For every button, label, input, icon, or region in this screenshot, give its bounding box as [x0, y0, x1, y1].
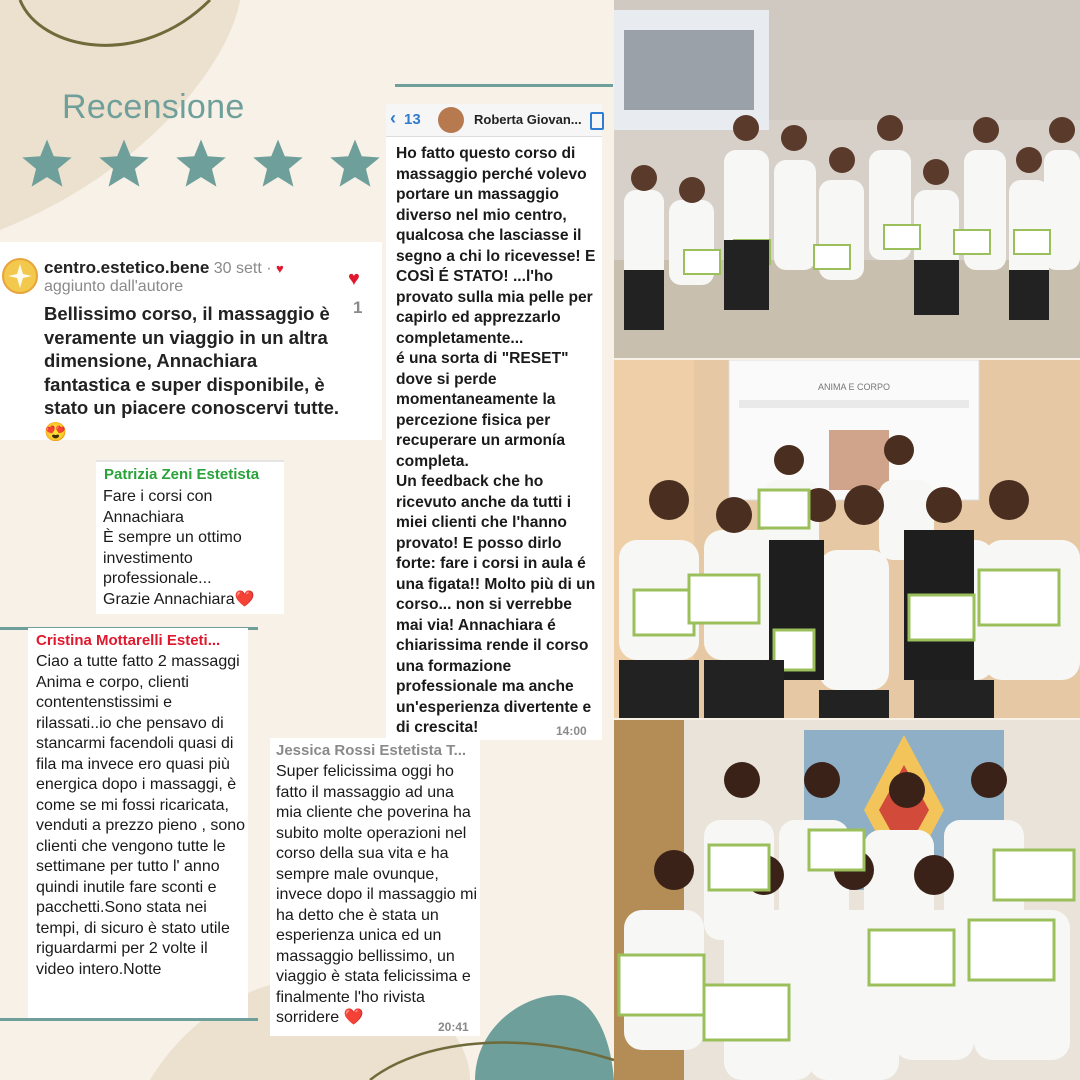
- cristina-message: [28, 628, 248, 1018]
- instagram-comment-card: [0, 242, 382, 440]
- comment-username[interactable]: centro.estetico.bene: [44, 258, 210, 277]
- patrizia-message: [96, 460, 284, 614]
- star-icon: [95, 136, 153, 192]
- heart-icon[interactable]: ♥: [348, 268, 360, 290]
- comment-date: 30 sett: [213, 260, 262, 277]
- comment-subtitle: aggiunto dall'autore: [44, 278, 184, 295]
- heart-small-icon: ♥: [276, 261, 284, 276]
- message-time: 14:00: [556, 724, 587, 738]
- message-sender: Cristina Mottarelli Esteti...: [36, 632, 221, 649]
- rating-stars: [18, 136, 384, 192]
- back-button[interactable]: ‹: [390, 108, 396, 128]
- message-text: Ho fatto questo corso di massaggio perché volevo portare un massaggio diverso nel mio centro, qualcosa che lasciasse il segno a chi lo ricevesse! E COSÌ É STATO! ...l'ho provato sulla mia pelle per capirlo ed apprezzarlo completamente... é una sorta di "RESET" dove si perde momentaneamente la percezione fisica per recuperare un armonía completa. Un feedback che ho ricevuto anche da tutti i miei clienti che l'hanno provato! E posso dirlo forte: fare i corsi in aula é una figata!! Molto più di un corso... non si verrebbe mai via! Annachiara é chiarissima rende il corso una formazione professionale ma anche un'esperienza divertente e di crescita!: [396, 145, 596, 736]
- unread-count: 13: [404, 111, 421, 128]
- group-photo-classroom: [614, 0, 1080, 358]
- separator-dot: ·: [266, 260, 272, 277]
- message-text: Fare i corsi con Annachiara È sempre un ottimo investimento professionale... Grazie Annachiara❤️: [103, 488, 255, 608]
- whatsapp-chat: [386, 104, 602, 740]
- group-photo-tapestry: [614, 720, 1080, 1080]
- chat-header: [386, 104, 602, 137]
- star-icon: [172, 136, 230, 192]
- like-count: 1: [353, 298, 363, 317]
- message-text: Super felicissima oggi ho fatto il massaggio ad una mia cliente che poverina ha subito molte operazioni nel corso della sua vita e ha sempre male ovunque, invece dopo il massaggio mi ha detto che è stata un esperienza unica ed un massaggio bellissimo, un viaggio è stata felicissima e finalmente l'ho rivista sorridere ❤️: [276, 763, 477, 1026]
- comment-text: Bellissimo corso, il massaggio è veramente un viaggio in un altra dimensione, Annachiara fantastica e super disponibile, è stato un piacere conoscervi tutte. 😍: [44, 303, 340, 442]
- star-icon: [249, 136, 307, 192]
- message-sender: Patrizia Zeni Estetista: [104, 466, 260, 483]
- avatar[interactable]: [2, 258, 38, 294]
- message-time: 20:41: [438, 1020, 469, 1034]
- message-sender: Jessica Rossi Estetista T...: [276, 742, 467, 759]
- contact-avatar[interactable]: [438, 107, 464, 133]
- star-icon: [18, 136, 76, 192]
- video-call-icon[interactable]: [590, 112, 604, 130]
- screen-brand: ANIMA E CORPO: [817, 382, 891, 392]
- message-text: Ciao a tutte fatto 2 massaggi Anima e corpo, clienti contentenstissimi e rilassati..io che pensavo di stancarmi facendoli quasi di fila ma invece ero quasi più energica dopo i massaggi, è come se mi fossi ricaricata, venduti a prezzo pieno , sono clienti che vengono tutte le settimane per tutto l' anno quindi inutile fare sconti e pacchetti.Sono stata nei tempi, di sicuro è stato utile riguardarmi per 2 volte il video intero.Notte: [36, 653, 246, 978]
- page-title: Recensione: [62, 88, 245, 126]
- contact-name[interactable]: Roberta Giovan...: [474, 112, 582, 127]
- group-photo-certificates: [614, 360, 1080, 718]
- jessica-message: [270, 738, 480, 1036]
- star-icon: [326, 136, 384, 192]
